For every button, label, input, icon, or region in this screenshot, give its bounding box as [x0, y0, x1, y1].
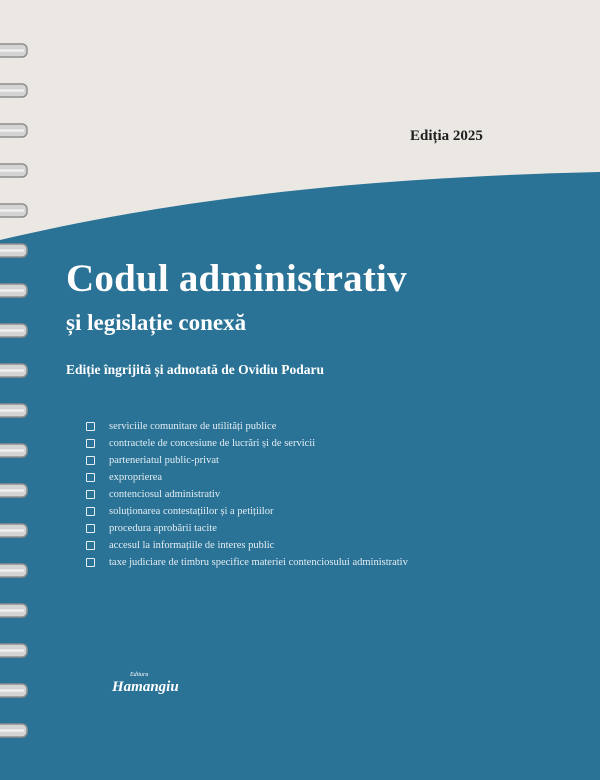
publisher-logo — [112, 672, 179, 696]
topic-text: parteneriatul public-privat — [109, 455, 219, 466]
publisher-small: Editura — [130, 672, 149, 678]
topics-list — [86, 418, 506, 571]
checkbox-bullet-icon — [86, 524, 95, 533]
topic-text: exproprierea — [109, 472, 163, 483]
checkbox-bullet-icon — [86, 507, 95, 516]
edition-label: Ediția 2025 — [410, 128, 483, 144]
topic-item — [86, 486, 506, 503]
checkbox-bullet-icon — [86, 490, 95, 499]
topic-item — [86, 452, 506, 469]
topic-item — [86, 418, 506, 435]
book-subtitle: și legislație conexă — [66, 310, 247, 335]
topic-item — [86, 469, 506, 486]
checkbox-bullet-icon — [86, 558, 95, 567]
topic-text: contenciosul administrativ — [109, 489, 221, 500]
topic-item — [86, 520, 506, 537]
checkbox-bullet-icon — [86, 541, 95, 550]
editor-line: Ediție îngrijită și adnotată de Ovidiu Podaru — [66, 362, 325, 377]
checkbox-bullet-icon — [86, 422, 95, 431]
topic-text: serviciile comunitare de utilități publice — [109, 421, 277, 432]
topic-text: contractele de concesiune de lucrări și de servicii — [109, 438, 316, 449]
topic-item — [86, 435, 506, 452]
topic-item — [86, 537, 506, 554]
topic-text: taxe judiciare de timbru specifice materiei contenciosului administrativ — [109, 557, 408, 568]
checkbox-bullet-icon — [86, 456, 95, 465]
publisher-name: Hamangiu — [112, 679, 179, 695]
topic-text: accesul la informațiile de interes public — [109, 540, 275, 551]
topic-item — [86, 503, 506, 520]
checkbox-bullet-icon — [86, 473, 95, 482]
topic-text: procedura aprobării tacite — [109, 523, 217, 534]
topic-text: soluționarea contestațiilor și a petițiilor — [109, 506, 274, 517]
book-title: Codul administrativ — [66, 257, 407, 300]
topic-item — [86, 554, 506, 571]
checkbox-bullet-icon — [86, 439, 95, 448]
